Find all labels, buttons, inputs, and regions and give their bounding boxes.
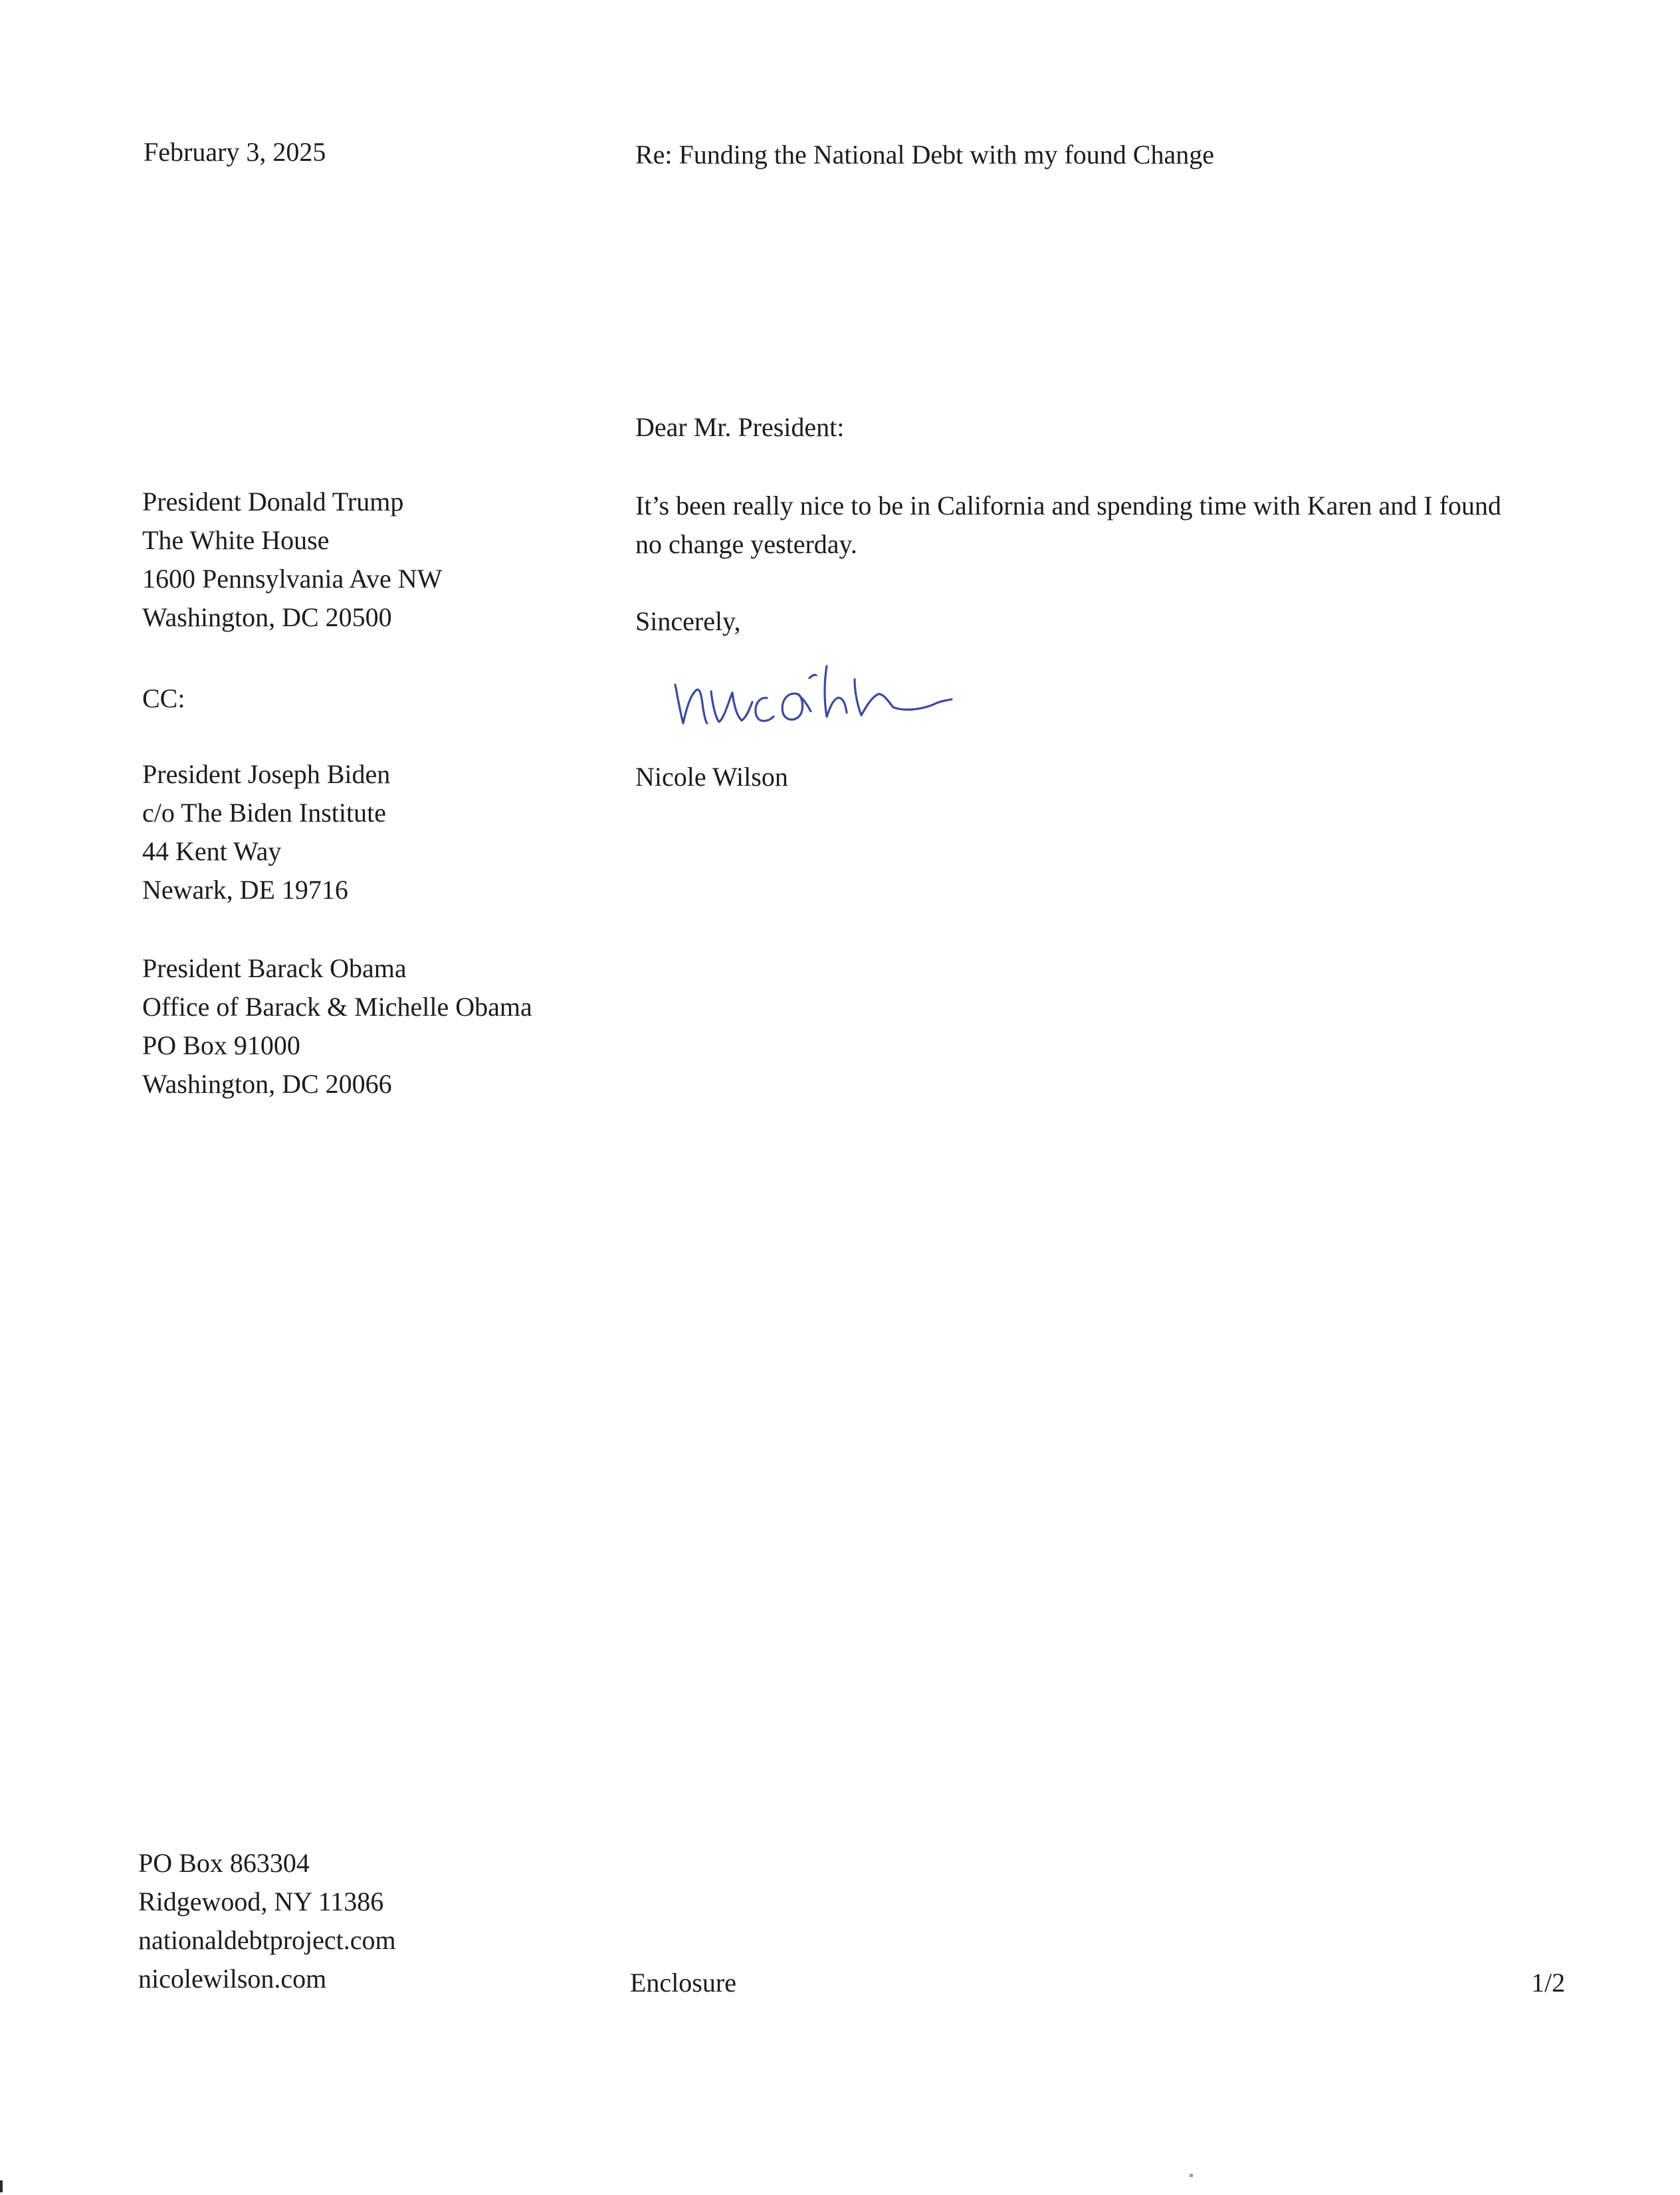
- closing: Sincerely,: [635, 606, 741, 636]
- cc-name: President Joseph Biden: [142, 759, 391, 789]
- cc-address-line: Office of Barack & Michelle Obama: [142, 992, 532, 1022]
- recipient-address-line: The White House: [142, 525, 330, 555]
- recipient-address-block: [142, 483, 442, 637]
- cc-label: CC:: [142, 683, 185, 713]
- handwritten-signature: [667, 659, 960, 733]
- cc-address-line: c/o The Biden Institute: [142, 798, 386, 828]
- salutation: Dear Mr. President:: [635, 412, 845, 442]
- body-line: It’s been really nice to be in California and spending time with Karen and I found: [635, 491, 1501, 520]
- body-line: no change yesterday.: [635, 529, 857, 559]
- recipient-address-line: Washington, DC 20500: [142, 602, 392, 632]
- sender-website: nationaldebtproject.com: [138, 1925, 396, 1955]
- letter-body: [635, 487, 1501, 564]
- sender-website: nicolewilson.com: [138, 1964, 327, 1994]
- cc-address-line: Washington, DC 20066: [142, 1069, 392, 1099]
- letter-date: February 3, 2025: [144, 137, 326, 167]
- scan-mark: [0, 2180, 3, 2192]
- cc-address-line: Newark, DE 19716: [142, 875, 348, 905]
- scan-mark: [1190, 2174, 1193, 2177]
- cc-name: President Barack Obama: [142, 953, 407, 983]
- sender-address-line: PO Box 863304: [138, 1848, 310, 1878]
- recipient-name: President Donald Trump: [142, 487, 404, 517]
- letter-subject: Re: Funding the National Debt with my found Change: [635, 140, 1214, 170]
- sender-address-line: Ridgewood, NY 11386: [138, 1887, 384, 1916]
- cc-address-line: PO Box 91000: [142, 1030, 300, 1060]
- sender-address-block: [138, 1844, 396, 1998]
- cc-address-line: 44 Kent Way: [142, 836, 282, 866]
- cc-address-block: [142, 949, 532, 1103]
- enclosure-note: Enclosure: [630, 1968, 736, 1998]
- page-number: 1/2: [1531, 1968, 1566, 1998]
- signature-drawing: [667, 659, 960, 733]
- recipient-address-line: 1600 Pennsylvania Ave NW: [142, 564, 443, 594]
- cc-address-block: [142, 755, 390, 909]
- signer-name: Nicole Wilson: [635, 762, 788, 792]
